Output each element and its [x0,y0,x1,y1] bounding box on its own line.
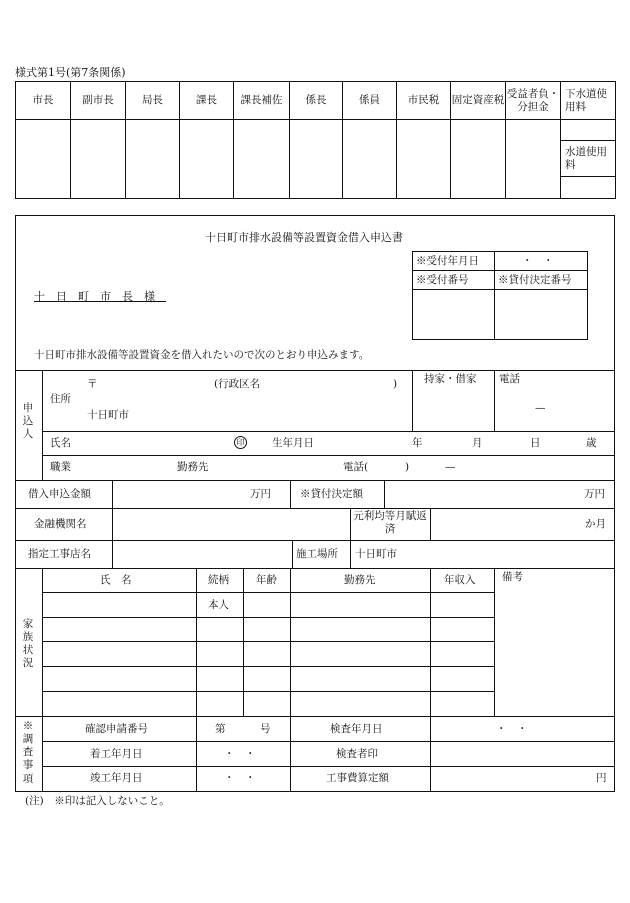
stamp-cell [343,120,397,199]
work-phone-close: ) [405,461,410,473]
decided-amount-unit: 万円 [584,488,605,500]
role-bureau-chief: 局長 [126,82,180,120]
family-col-income: 年収入 [444,574,476,586]
district-label: (行政区名 [214,378,261,390]
address-city: 十日町市 [87,409,129,421]
approval-stamp-table [15,81,616,199]
role-staff: 係員 [343,82,397,120]
inspection-date-value: ・ ・ [496,723,528,735]
loan-decision-number-label: ※貸付決定番号 [498,274,572,286]
birth-date-label: 生年月日 [272,437,314,449]
address-label: 住所 [50,393,71,405]
family-col-workplace: 勤務先 [344,574,376,586]
family-section-label: 家族状況 [22,618,34,670]
role-deputy-mayor: 副市長 [71,82,126,120]
district-close: ) [393,378,398,390]
role-property-tax: 固定資産税 [451,82,506,120]
sewer-fee-stamp [561,120,616,141]
start-date-label: 着工年月日 [90,748,143,760]
birth-month: 月 [472,437,483,449]
stamp-cell [451,120,506,199]
cost-unit: 円 [596,772,607,784]
role-beneficiary-charge: 受益者負・分担金 [506,82,561,120]
occupation-label: 職業 [50,461,71,473]
form-heading: 十日町市排水設備等設置資金借入申込書 [205,231,403,244]
stamp-cell [180,120,234,199]
loan-amount-label: 借入申込金額 [28,488,91,500]
work-phone-dash: — [445,461,456,473]
water-fee-label: 水道使用料 [561,141,616,177]
stamp-cell [126,120,180,199]
role-subsection-chief: 係長 [290,82,343,120]
site-value: 十日町市 [355,548,397,560]
postal-mark: 〒 [87,378,98,390]
form-number: 様式第1号(第7条関係) [15,66,126,79]
cost-label: 工事費算定額 [326,772,389,784]
reception-number-label: ※受付番号 [416,274,469,286]
stamp-cell [16,120,71,199]
inspector-seal-label: 検査者印 [336,748,378,760]
role-section-chief: 課長 [180,82,234,120]
loan-amount-unit: 万円 [250,488,271,500]
repayment-label: 元利均等月賦返済 [353,510,427,536]
contractor-label: 指定工事店名 [28,548,91,560]
birth-year: 年 [412,437,423,449]
stamp-cell [234,120,290,199]
role-resident-tax: 市民税 [397,82,451,120]
workplace-label: 勤務先 [177,461,209,473]
water-fee-stamp [561,177,616,199]
stamp-cell [71,120,126,199]
intro-text: 十日町市排水設備等設置資金を借入れたいので次のとおり申込みます。 [34,349,370,361]
family-self: 本人 [208,599,229,611]
stamp-cell [290,120,343,199]
family-col-remarks: 備考 [502,571,523,583]
seal-mark: 印 [234,436,247,449]
confirm-number-label: 確認申請番号 [85,723,148,735]
role-assistant-chief: 課長補佐 [234,82,290,120]
stamp-cell [506,120,561,199]
phone-label: 電話 [499,373,520,385]
survey-section-label: ※調査事項 [22,720,34,785]
start-date-value: ・ ・ [224,748,256,760]
stamp-cell [397,120,451,199]
site-label: 施工場所 [296,548,338,560]
applicant-section-label: 申込人 [22,402,34,441]
finish-date-value: ・ ・ [224,772,256,784]
birth-day: 日 [530,437,541,449]
confirm-number-dai: 第 [215,723,226,735]
family-col-age: 年齢 [256,574,277,586]
role-mayor: 市長 [16,82,71,120]
inspection-date-label: 検査年月日 [330,723,383,735]
finish-date-label: 竣工年月日 [90,772,143,784]
repayment-months-unit: か月 [585,518,606,530]
family-col-relation: 続柄 [208,574,229,586]
age-unit: 歳 [586,437,597,449]
confirm-number-go: 号 [260,723,271,735]
sewer-fee-label: 下水道使用料 [561,82,616,120]
ownership-label: 持家・借家 [424,373,477,385]
phone-dash: — [535,402,546,414]
reception-date-value: ・ ・ [522,255,554,267]
addressee: 十日町市長様 [34,290,166,303]
reception-date-label: ※受付年月日 [416,255,479,267]
name-label: 氏名 [50,437,71,449]
family-col-name: 氏 名 [100,574,132,586]
footer-note: (注) ※印は記入しないこと。 [25,795,170,807]
bank-name-label: 金融機関名 [34,518,87,530]
work-phone-label: 電話( [343,461,369,473]
decided-amount-label: ※貸付決定額 [300,488,363,500]
